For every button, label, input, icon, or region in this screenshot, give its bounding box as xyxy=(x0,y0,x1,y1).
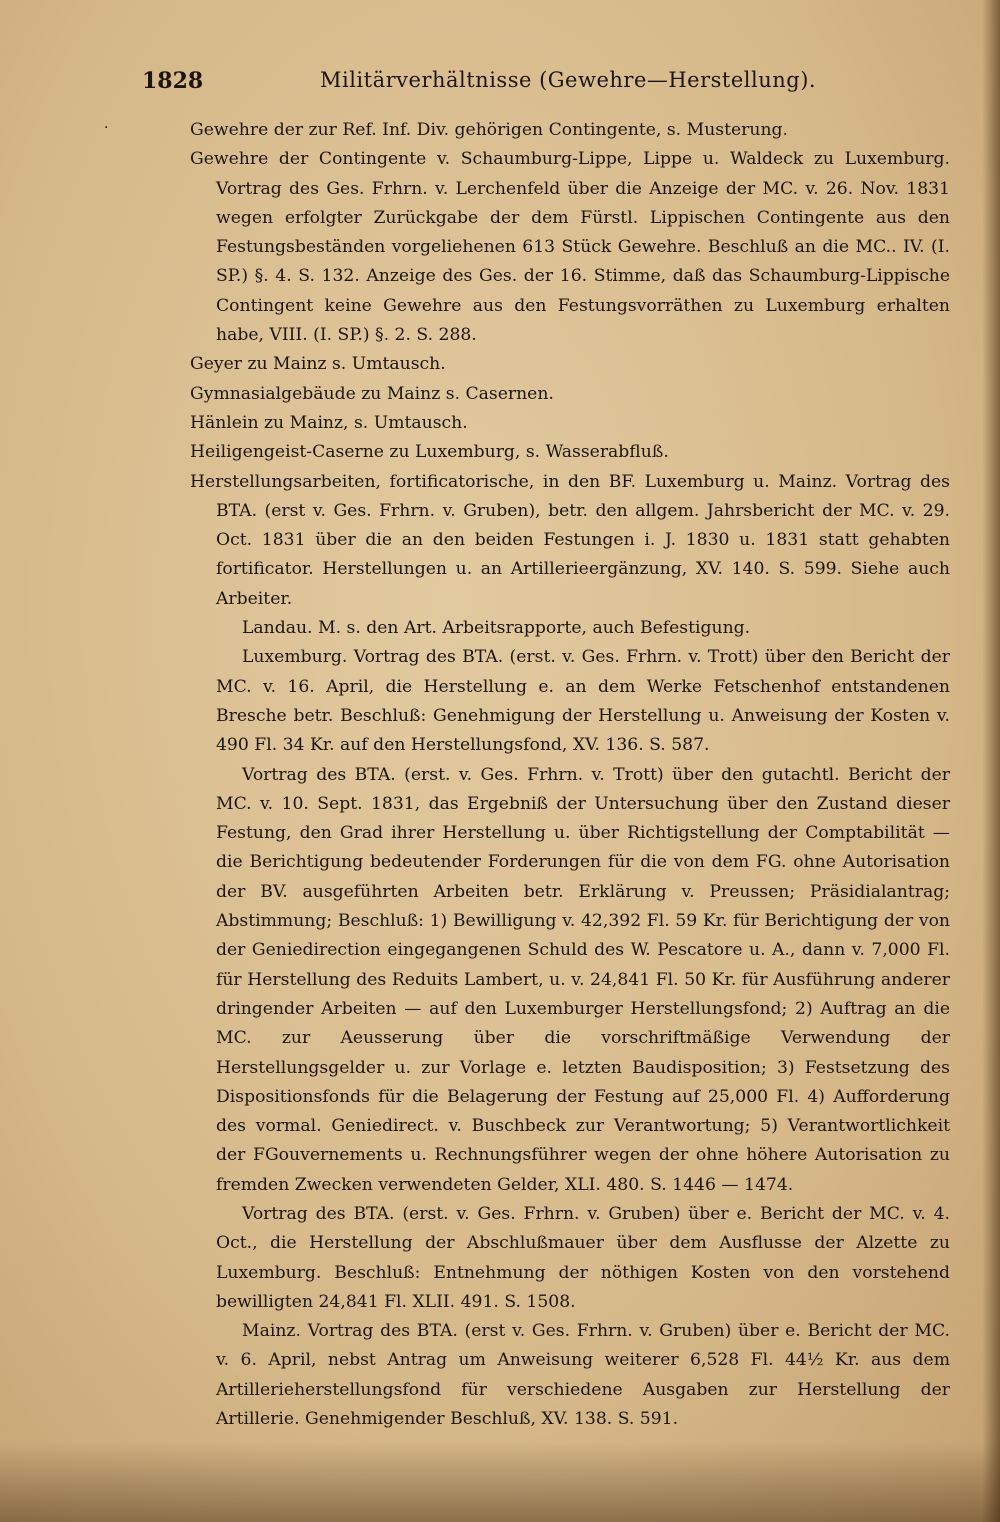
index-entry: Gewehre der zur Ref. Inf. Div. gehörigen Contingente, s. Musterung. xyxy=(190,120,788,140)
index-entry: Herstellungsarbeiten, fortificatorische, in den BF. Luxemburg u. Mainz. Vortrag des BTA. (erst v. Ges. Frhrn. v. Gruben), betr. den allgem. Jahrsbericht der MC. v. 29. Oct. 1831 über die an den beiden Festungen i. J. 1830 u. 1831 statt gehabten fortificator. Herstellungen u. an Artillerieergänzung, XV. 140. S. 599. Siehe auch Arbeiter. xyxy=(190,471,950,609)
index-entry: Heiligengeist-Caserne zu Luxemburg, s. Wasserabfluß. xyxy=(190,442,669,463)
index-entry: Geyer zu Mainz s. Umtausch. xyxy=(190,354,446,375)
index-subentry: Mainz. Vortrag des BTA. (erst v. Ges. Frhrn. v. Gruben) über e. Bericht der MC. v. 6. April, nebst Antrag um Anweisung weiterer 6,528 Fl. 44½ Kr. aus dem Artillerieherstellungsfond für verschiedene Ausgaben zur Herstellung der Artillerie. Genehmigender Beschluß, XV. 138. S. 591. xyxy=(216,1321,950,1430)
index-subentry: Landau. M. s. den Art. Arbeitsrapporte, auch Befestigung. xyxy=(242,618,751,639)
index-entry: Gewehre der Contingente v. Schaumburg-Lippe, Lippe u. Waldeck zu Luxemburg. Vortrag des Ges. Frhrn. v. Lerchenfeld über die Anzeige der MC. v. 26. Nov. 1831 wegen erfolgter Zurückgabe der dem Fürstl. Lippischen Contingente aus den Festungsbeständen vorgeliehenen 613 Stück Gewehre. Beschluß an die MC.. IV. (I. SP.) §. 4. S. 132. Anzeige des Ges. der 16. Stimme, daß das Schaumburg-Lippische Contingent keine Gewehre aus den Festungsvorräthen zu Luxemburg erhalten habe, VIII. (I. SP.) §. 2. S. 288. xyxy=(190,149,950,346)
page-edge-shadow xyxy=(982,0,1000,1522)
margin-dot: · xyxy=(104,120,109,136)
running-head: Militärverhältnisse (Gewehre—Herstellung). xyxy=(320,68,817,92)
index-subentry: Vortrag des BTA. (erst. v. Ges. Frhrn. v. Gruben) über e. Bericht der MC. v. 4. Oct., die Herstellung der Abschlußmauer über dem Ausflusse der Alzette zu Luxemburg. Beschluß: Entnehmung der nöthigen Kosten von den vorstehend bewilligten 24,841 Fl. XLII. 491. S. 1508. xyxy=(216,1203,950,1312)
page-header xyxy=(142,68,952,104)
page-number: 1828 xyxy=(142,68,204,94)
index-subentry: Luxemburg. Vortrag des BTA. (erst. v. Ges. Frhrn. v. Trott) über den Bericht der MC. v. 16. April, die Herstellung e. an dem Werke Fetschenhof entstandenen Bresche betr. Beschluß: Genehmigung der Herstellung u. Anweisung der Kosten v. 490 Fl. 34 Kr. auf den Herstellungsfond, XV. 136. S. 587. xyxy=(216,647,950,756)
index-entry: Gymnasialgebäude zu Mainz s. Casernen. xyxy=(190,383,554,404)
page-bottom-shadow xyxy=(0,1442,1000,1522)
index-subentry: Vortrag des BTA. (erst. v. Ges. Frhrn. v. Trott) über den gutachtl. Bericht der MC. v. 10. Sept. 1831, das Ergebniß der Untersuchung über den Zustand dieser Festung, den Grad ihrer Herstellung u. über Richtigstellung der Comptabilität — die Berichtigung bedeutender Forderungen für die von dem FG. ohne Autorisation der BV. ausgeführten Arbeiten betr. Erklärung v. Preussen; Präsidialantrag; Abstimmung; Beschluß: 1) Bewilligung v. 42,392 Fl. 59 Kr. für Berichtigung der von der Geniedirection eingegangenen Schuld des W. Pescatore u. A., dann v. 7,000 Fl. für Herstellung des Reduits Lambert, u. v. 24,841 Fl. 50 Kr. für Ausführung anderer dringender Arbeiten — auf den Luxemburger Herstellungsfond; 2) Auftrag an die MC. zur Aeusserung über die vorschriftmäßige Verwendung der Herstellungsgelder u. zur Vorlage e. letzten Baudisposition; 3) Festsetzung des Dispositionsfonds für die Belagerung der Festung auf 25,000 Fl. 4) Aufforderung des vormal. Geniedirect. v. Buschbeck zur Verantwortung; 5) Verantwortlichkeit der FGouvernements u. Rechnungsführer wegen der ohne höhere Autorisation zu fremden Zwecken verwendeten Gelder, XLI. 480. S. 1446 — 1474. xyxy=(216,764,950,1195)
index-entry: Hänlein zu Mainz, s. Umtausch. xyxy=(190,412,468,433)
index-text xyxy=(190,116,950,1434)
